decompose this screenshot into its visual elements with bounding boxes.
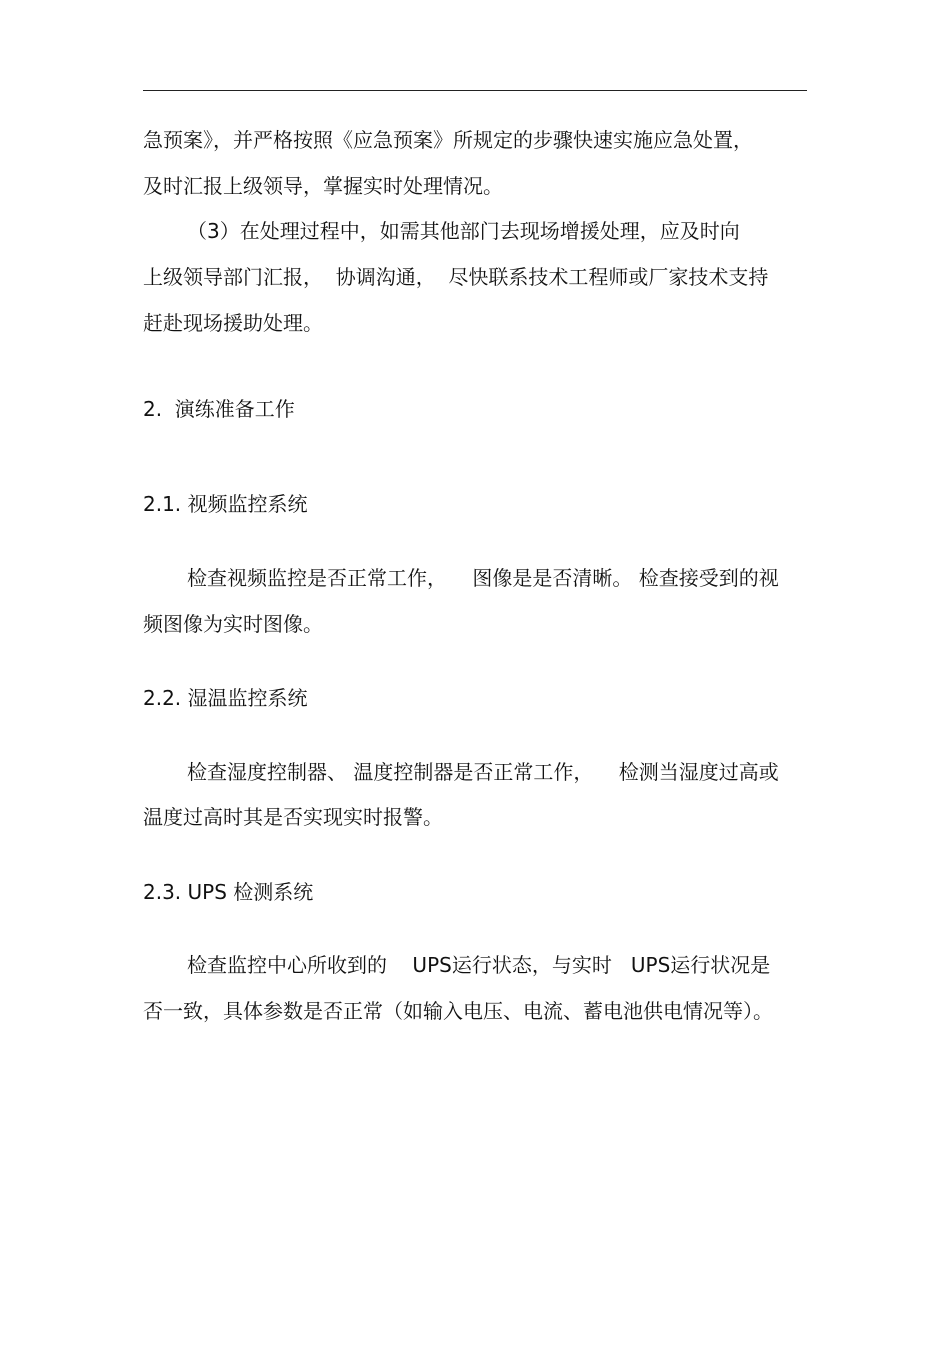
paragraph-2-line-1: （3）在处理过程中，如需其他部门去现场增援处理，应及时向: [187, 219, 740, 243]
section-heading-2: 2. 演练准备工作: [143, 397, 295, 421]
subsection-heading-2-1: 2.1. 视频监控系统: [143, 492, 308, 516]
subsection-heading-2-3: 2.3. UPS 检测系统: [143, 880, 314, 904]
paragraph-5-line-1: 检查监控中心所收到的 UPS运行状态，与实时 UPS运行状况是: [187, 953, 771, 977]
paragraph-4-line-1: 检查湿度控制器、 温度控制器是否正常工作， 检测当湿度过高或: [187, 760, 779, 784]
header-rule: [143, 90, 807, 91]
subsection-heading-2-2: 2.2. 湿温监控系统: [143, 686, 308, 710]
paragraph-1-line-1: 急预案》，并严格按照《应急预案》所规定的步骤快速实施应急处置，: [143, 128, 753, 152]
paragraph-3-line-2: 频图像为实时图像。: [143, 612, 323, 636]
paragraph-4-line-2: 温度过高时其是否实现实时报警。: [143, 805, 443, 829]
paragraph-3-line-1: 检查视频监控是否正常工作， 图像是是否清晰。 检查接受到的视: [187, 566, 779, 590]
paragraph-1-line-2: 及时汇报上级领导，掌握实时处理情况。: [143, 174, 503, 198]
paragraph-2-line-2: 上级领导部门汇报， 协调沟通， 尽快联系技术工程师或厂家技术支持: [143, 265, 769, 289]
paragraph-2-line-3: 赶赴现场援助处理。: [143, 311, 323, 335]
paragraph-5-line-2: 否一致，具体参数是否正常（如输入电压、电流、蓄电池供电情况等）。: [143, 999, 773, 1023]
